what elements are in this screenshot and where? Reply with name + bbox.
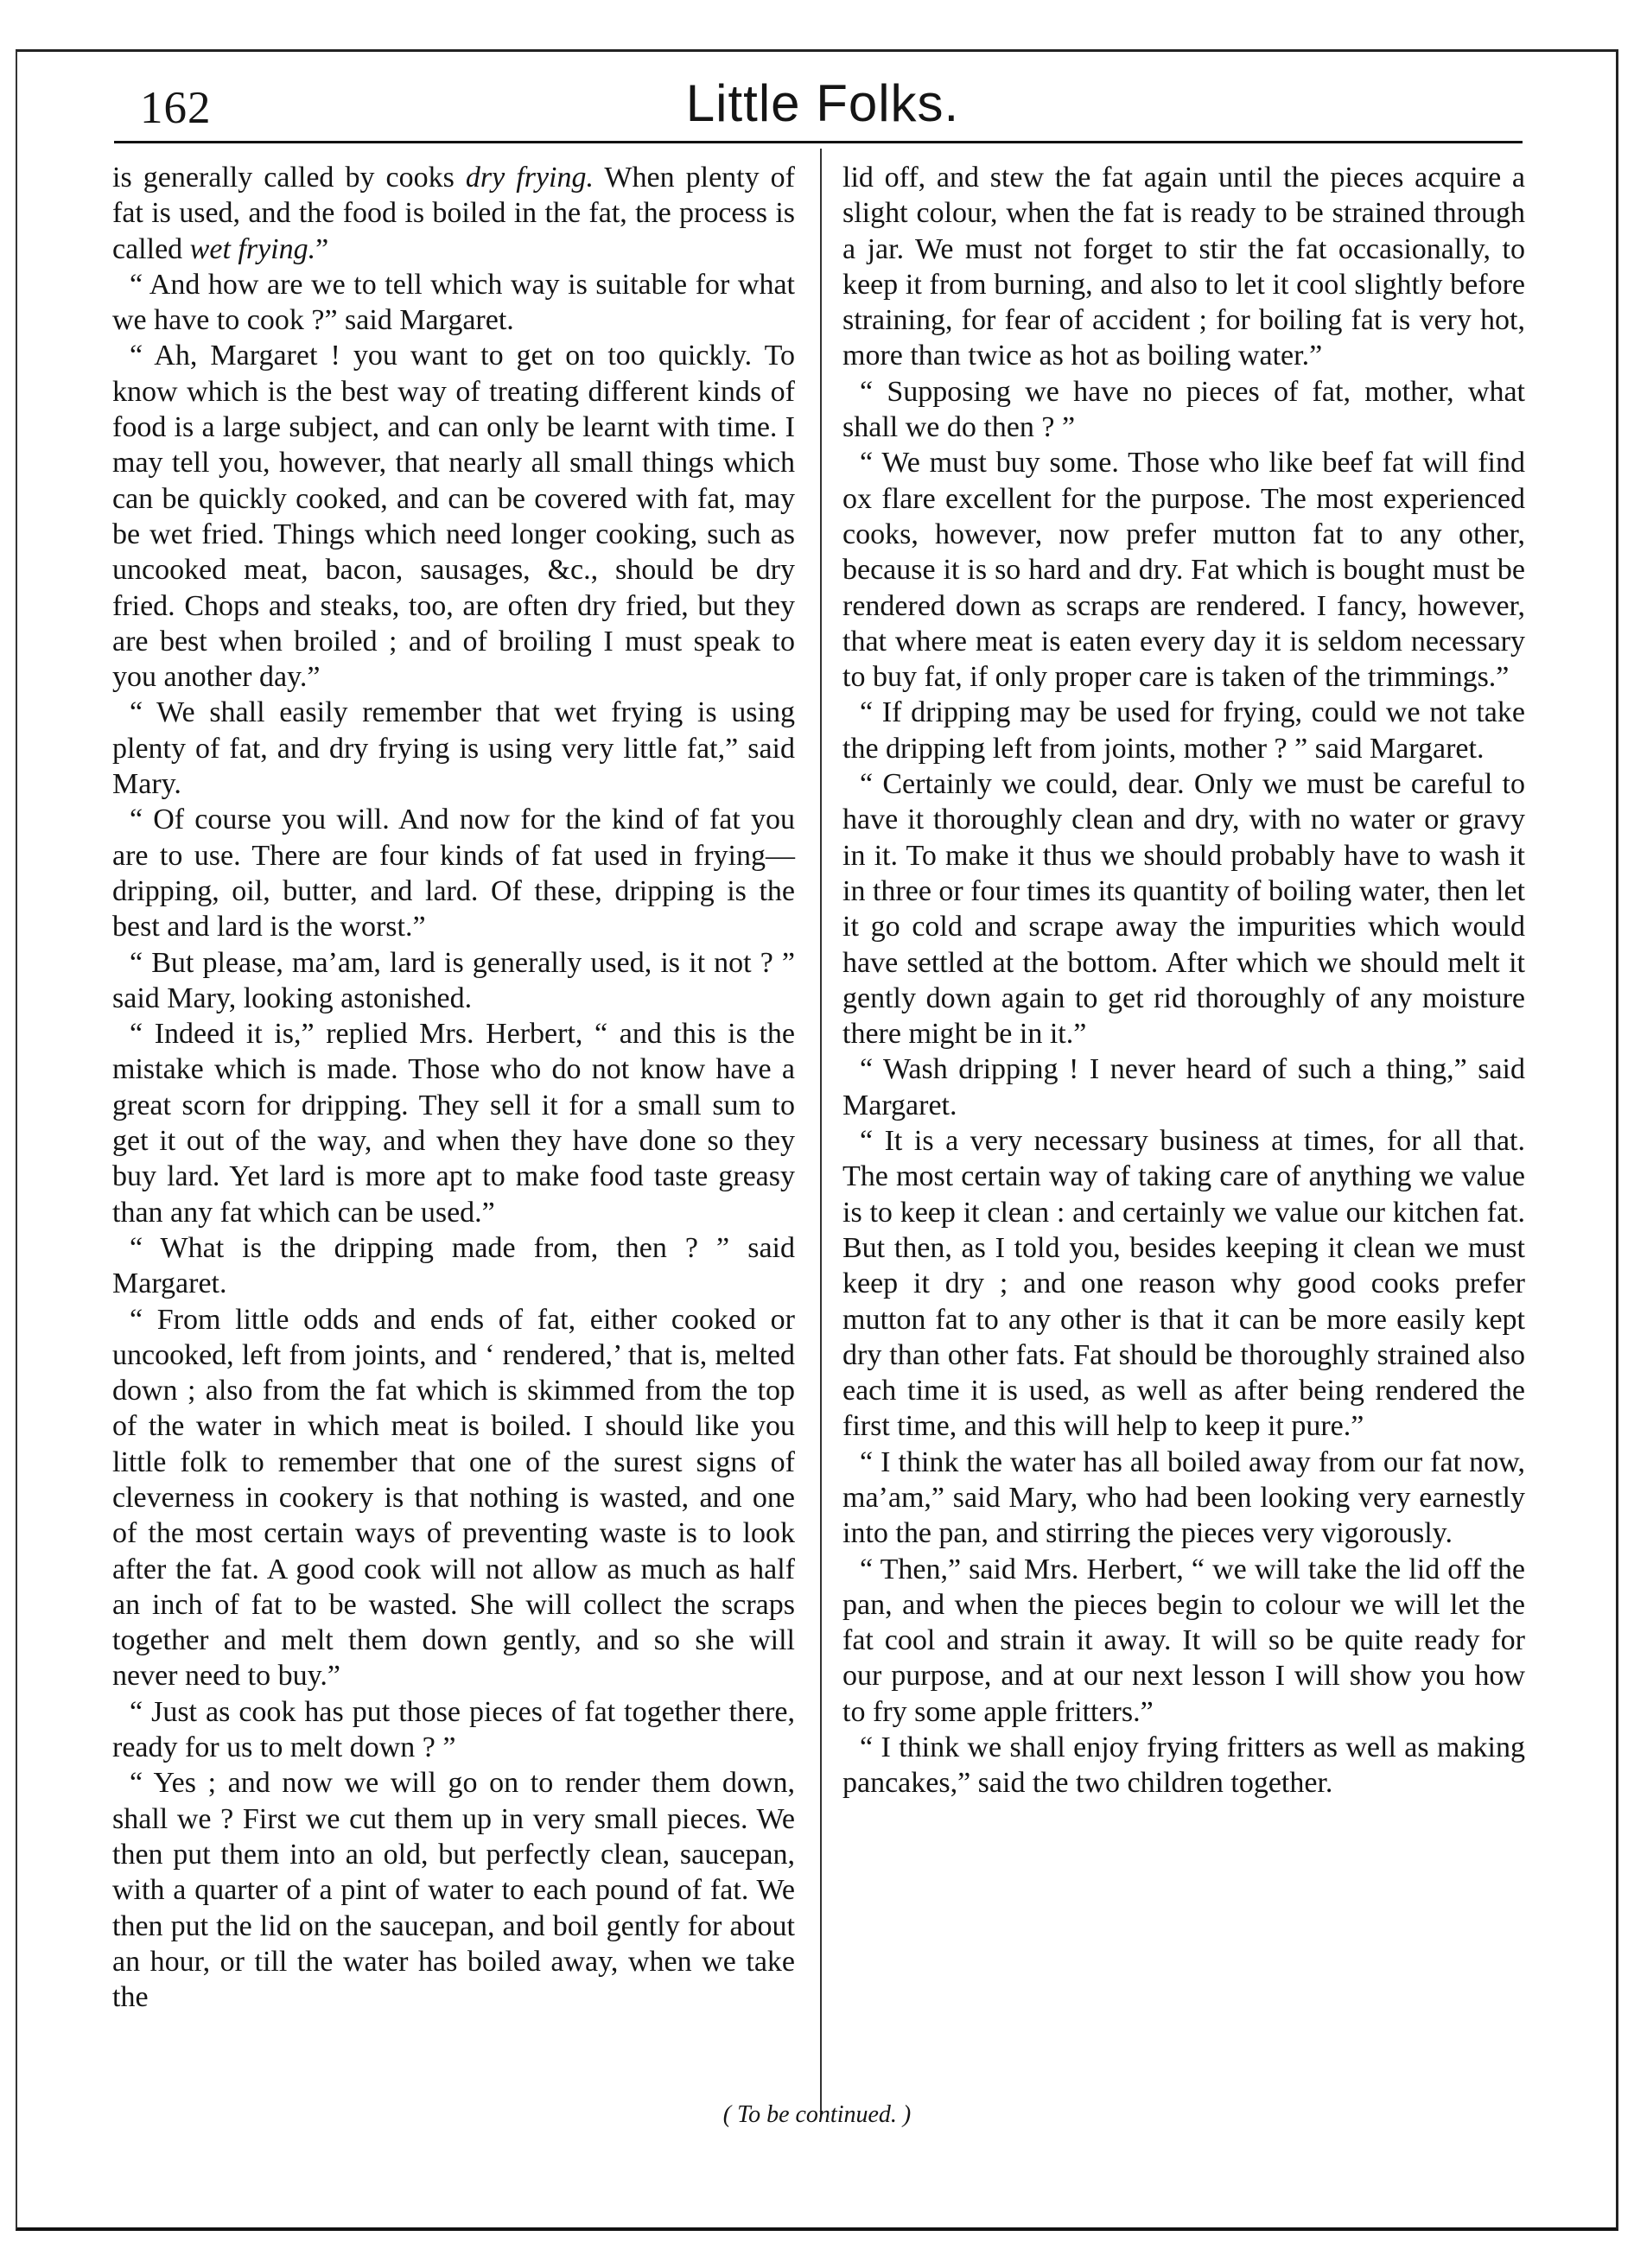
paragraph: “ Supposing we have no pieces of fat, mother, what shall we do then ? ” bbox=[842, 375, 1525, 444]
left-column bbox=[112, 160, 795, 2015]
paragraph: “ And how are we to tell which way is suitable for what we have to cook ?” said Margaret. bbox=[112, 268, 795, 337]
page-number: 162 bbox=[140, 83, 212, 133]
paragraph: “ But please, ma’am, lard is generally used, is it not ? ” said Mary, looking astonished. bbox=[112, 946, 795, 1014]
paragraph: “ I think we shall enjoy frying fritters as well as making pancakes,” said the two children together. bbox=[842, 1731, 1525, 1800]
paragraph: “ Wash dripping ! I never heard of such a thing,” said Margaret. bbox=[842, 1053, 1525, 1121]
paragraph: “ I think the water has all boiled away from our fat now, ma’am,” said Mary, who had been looking very earnestly into the pan, and stirring the pieces very vigorously. bbox=[842, 1445, 1525, 1550]
paragraph: “ Then,” said Mrs. Herbert, “ we will take the lid off the pan, and when the pieces begin to colour we will let the fat cool and strain it away. It will so be quite ready for our purpose, and at our next lesson I will show you how to fry some apple fritters.” bbox=[842, 1553, 1525, 1728]
paragraph: “ Of course you will. And now for the kind of fat you are to use. There are four kinds of fat used in frying—dripping, oil, butter, and lard. Of these, dripping is the best and lard is the worst.” bbox=[112, 804, 795, 943]
paragraph: “ It is a very necessary business at times, for all that. The most certain way of taking care of anything we value is to keep it clean : and certainly we value our kitchen fat. But then, as I told you, besides keeping it clean we must keep it dry ; and one reason why good cooks prefer mutton fat to any other is that it can be more easily kept dry than other fats. Fat should be thoroughly strained also each time it is used, as well as after being rendered the first time, and this will help to keep it pure.” bbox=[842, 1125, 1525, 1443]
paragraph: “ What is the dripping made from, then ? ” said Margaret. bbox=[112, 1231, 795, 1300]
paragraph: “ Yes ; and now we will go on to render them down, shall we ? First we cut them up in very small pieces. We then put them into an old, but perfectly clean, saucepan, with a quarter of a pint of water to each pound of fat. We then put the lid on the saucepan, and boil gently for about an hour, or till the water has boiled away, when we take the bbox=[112, 1767, 795, 2014]
to-be-continued: ( To be continued. ) bbox=[722, 2101, 912, 2128]
paragraph: “ Ah, Margaret ! you want to get on too quickly. To know which is the best way of treating different kinds of food is a large subject, and can only be learnt with time. I may tell you, however, that nearly all small things which can be quickly cooked, and can be covered with fat, may be wet fried. Things which need longer cooking, such as uncooked meat, bacon, sausages, &c., should be dry fried. Chops and steaks, too, are often dry fried, but they are best when broiled ; and of broiling I must speak to you another day.” bbox=[112, 340, 795, 694]
column-divider bbox=[820, 149, 822, 2119]
paragraph: “ Just as cook has put those pieces of fat together there, ready for us to melt down ? ” bbox=[112, 1695, 795, 1764]
page-title: Little Folks. bbox=[685, 74, 960, 132]
paragraph: lid off, and stew the fat again until the pieces acquire a slight colour, when the fat is ready to be strained through a jar. We must not forget to stir the fat occasionally, to keep it from burning, and also to let it cool slightly before straining, for fear of accident ; for boiling fat is very hot, more than twice as hot as boiling water.” bbox=[842, 162, 1525, 372]
right-column bbox=[842, 160, 1525, 1801]
paragraph: “ We shall easily remember that wet frying is using plenty of fat, and dry frying is using very little fat,” said Mary. bbox=[112, 696, 795, 801]
paragraph: “ We must buy some. Those who like beef fat will find ox flare excellent for the purpose. The most experienced cooks, however, now prefer mutton fat to any other, because it is so hard and dry. Fat which is bought must be rendered down as scraps are rendered. I fancy, however, that where meat is eaten every day it is seldom necessary to buy fat, if only proper care is taken of the trimmings.” bbox=[842, 447, 1525, 694]
paragraph: “ From little odds and ends of fat, either cooked or uncooked, left from joints, and ‘ rendered,’ that is, melted down ; also from the fat which is skimmed from the top of the water in which meat is boiled. I should like you little folk to remember that one of the surest signs of cleverness in cookery is that nothing is wasted, and one of the most certain ways of preventing waste is to look after the fat. A good cook will not allow as much as half an inch of fat to be wasted. She will collect the scraps together and melt them down gently, and so she will never need to buy.” bbox=[112, 1303, 795, 1693]
paragraph: “ If dripping may be used for frying, could we not take the dripping left from joints, mother ? ” said Margaret. bbox=[842, 696, 1525, 765]
paragraph: “ Certainly we could, dear. Only we must be careful to have it thoroughly clean and dry, with no water or gravy in it. To make it thus we should probably have to wash it in three or four times its quantity of boiling water, then let it go cold and scrape away the impurities which would have settled at the bottom. After which we should melt it gently down again to get rid thoroughly of any moisture there might be in it.” bbox=[842, 768, 1525, 1051]
header-rule bbox=[114, 141, 1523, 143]
page-header bbox=[123, 73, 1523, 143]
paragraph: “ Indeed it is,” replied Mrs. Herbert, “ and this is the mistake which is made. Those who do not know have a great scorn for dripping. They sell it for a small sum to get it out of the way, and when they have done so they buy lard. Yet lard is more apt to make food taste greasy than any fat which can be used.” bbox=[112, 1018, 795, 1229]
paragraph: is generally called by cooks dry frying. When plenty of fat is used, and the food is boiled in the fat, the process is called wet frying.” bbox=[112, 162, 795, 265]
